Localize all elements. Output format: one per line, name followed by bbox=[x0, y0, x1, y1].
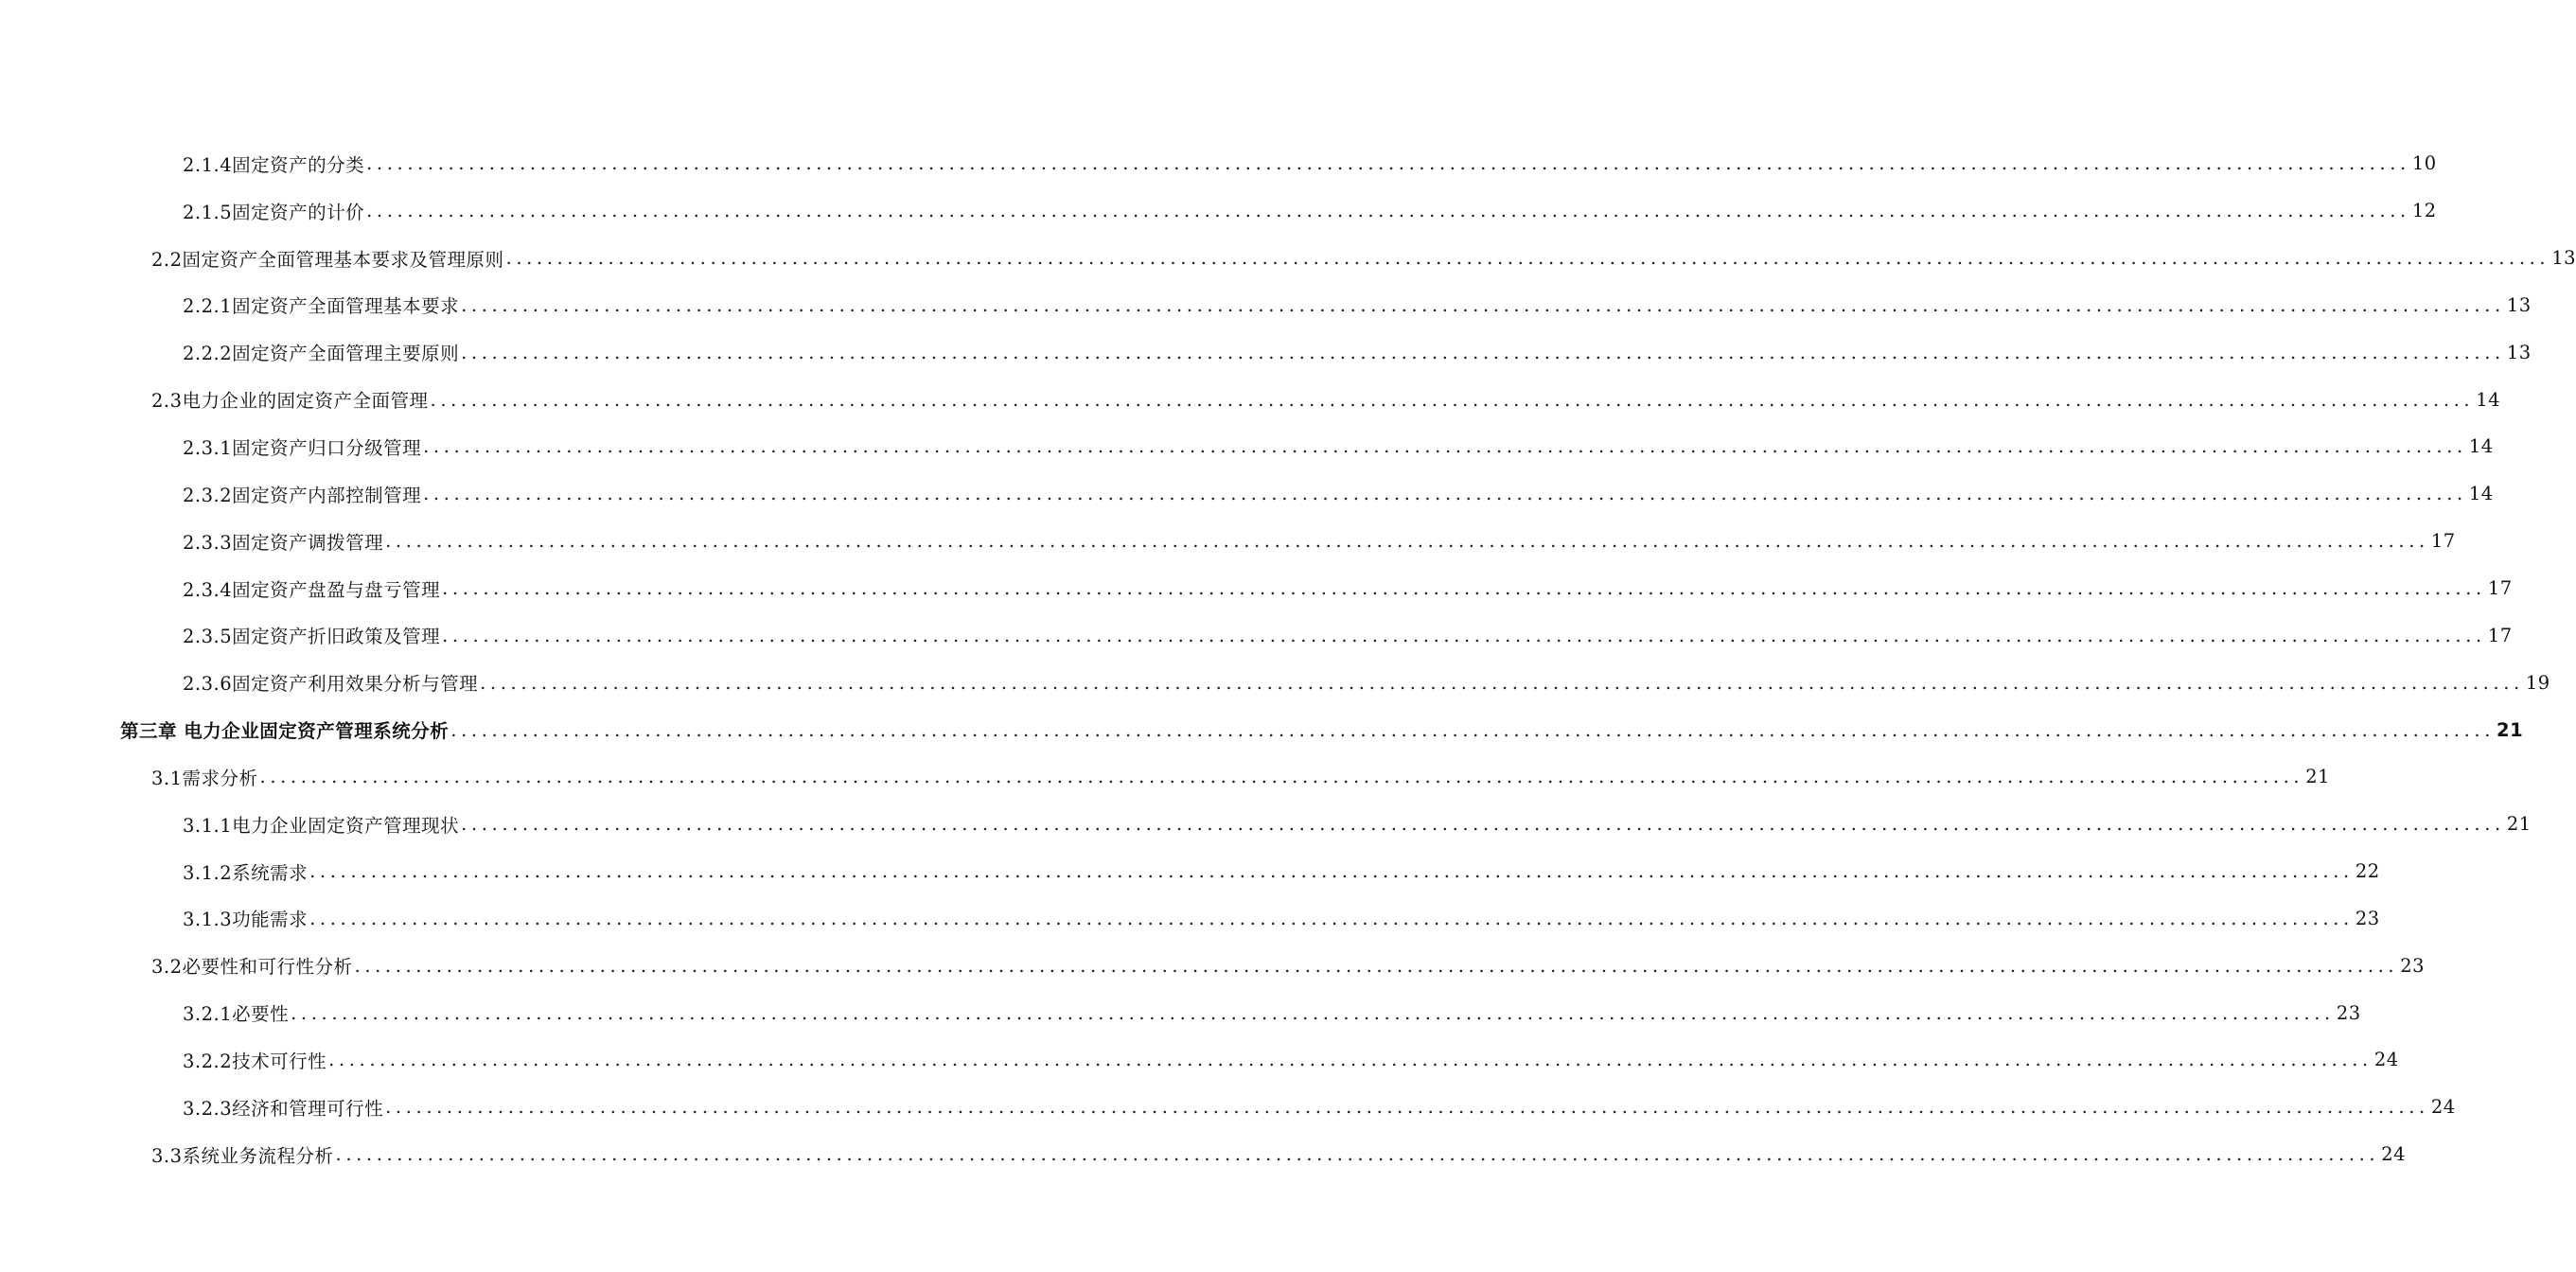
toc-entry-page: 23 bbox=[2355, 907, 2380, 929]
toc-entry-page: 17 bbox=[2430, 530, 2456, 553]
dot-leader: ........................................................................................................................................................................................................ bbox=[366, 152, 2410, 175]
toc-entry[interactable] bbox=[0, 518, 2456, 565]
toc-entry-label: 2.2.2固定资产全面管理主要原则 bbox=[183, 343, 460, 365]
toc-entry[interactable] bbox=[0, 942, 2426, 989]
toc-entry-page: 13 bbox=[2506, 341, 2532, 363]
toc-entry-label: 2.1.4固定资产的分类 bbox=[183, 153, 365, 176]
toc-entry[interactable] bbox=[0, 611, 2513, 659]
toc-entry-label: 2.3.2固定资产内部控制管理 bbox=[183, 484, 422, 506]
toc-entry-page: 14 bbox=[2476, 388, 2501, 411]
toc-entry[interactable] bbox=[0, 423, 2494, 470]
toc-entry[interactable] bbox=[0, 848, 2380, 895]
toc-entry-page: 17 bbox=[2487, 624, 2513, 646]
toc-entry-page: 23 bbox=[2400, 954, 2426, 977]
table-of-contents bbox=[0, 140, 2576, 1178]
toc-entry[interactable] bbox=[0, 187, 2437, 235]
toc-entry-label: 2.1.5固定资产的计价 bbox=[183, 201, 365, 223]
dot-leader: ........................................................................................................................................................................................................ bbox=[385, 1096, 2429, 1119]
toc-entry-page: 24 bbox=[2373, 1049, 2399, 1071]
toc-entry[interactable] bbox=[0, 895, 2380, 943]
dot-leader: ........................................................................................................................................................................................................ bbox=[450, 718, 2495, 741]
toc-entry-label: 2.3.1固定资产归口分级管理 bbox=[183, 436, 422, 459]
toc-entry-label: 3.3系统业务流程分析 bbox=[151, 1144, 334, 1167]
dot-leader: ........................................................................................................................................................................................................ bbox=[366, 200, 2410, 222]
toc-entry[interactable] bbox=[0, 565, 2513, 612]
toc-entry[interactable] bbox=[0, 470, 2494, 518]
dot-leader: ........................................................................................................................................................................................................ bbox=[423, 483, 2467, 505]
toc-entry-label: 第三章 电力企业固定资产管理系统分析 bbox=[120, 720, 450, 743]
toc-entry-page: 24 bbox=[2430, 1096, 2456, 1119]
toc-entry-page: 14 bbox=[2468, 483, 2494, 505]
toc-entry-label: 2.3.5固定资产折旧政策及管理 bbox=[183, 626, 441, 648]
toc-entry-label: 3.2.2技术可行性 bbox=[183, 1050, 327, 1072]
dot-leader: ........................................................................................................................................................................................................ bbox=[430, 388, 2475, 411]
toc-entry[interactable] bbox=[0, 989, 2361, 1036]
toc-entry[interactable] bbox=[0, 801, 2532, 848]
toc-entry-label: 3.2必要性和可行性分析 bbox=[151, 956, 353, 979]
dot-leader: ........................................................................................................................................................................................................ bbox=[423, 435, 2467, 458]
dot-leader: ........................................................................................................................................................................................................ bbox=[461, 813, 2505, 836]
dot-leader: ........................................................................................................................................................................................................ bbox=[505, 247, 2550, 270]
toc-entry-page: 21 bbox=[2497, 718, 2524, 741]
dot-leader: ........................................................................................................................................................................................................ bbox=[442, 577, 2486, 600]
toc-entry-label: 3.1.1电力企业固定资产管理现状 bbox=[183, 814, 460, 837]
toc-entry[interactable] bbox=[0, 376, 2501, 423]
toc-entry-page: 14 bbox=[2468, 435, 2494, 458]
dot-leader: ........................................................................................................................................................................................................ bbox=[461, 293, 2505, 316]
dot-leader: ........................................................................................................................................................................................................ bbox=[442, 624, 2486, 646]
toc-entry-label: 3.1需求分析 bbox=[151, 767, 258, 789]
dot-leader: ........................................................................................................................................................................................................ bbox=[354, 954, 2399, 977]
toc-entry-label: 2.3.6固定资产利用效果分析与管理 bbox=[183, 673, 479, 696]
toc-entry[interactable] bbox=[0, 235, 2576, 282]
toc-entry-label: 2.3.4固定资产盘盈与盘亏管理 bbox=[183, 578, 441, 601]
dot-leader: ........................................................................................................................................................................................................ bbox=[461, 341, 2505, 363]
toc-entry-page: 17 bbox=[2487, 577, 2513, 600]
toc-entry[interactable] bbox=[0, 1084, 2456, 1131]
toc-entry-label: 2.2.1固定资产全面管理基本要求 bbox=[183, 295, 460, 318]
dot-leader: ........................................................................................................................................................................................................ bbox=[328, 1049, 2373, 1071]
toc-chapter-entry[interactable] bbox=[0, 706, 2524, 753]
toc-entry-page: 24 bbox=[2381, 1143, 2407, 1166]
toc-entry[interactable] bbox=[0, 753, 2331, 801]
toc-entry-label: 3.1.2系统需求 bbox=[183, 861, 309, 884]
toc-entry-page: 13 bbox=[2506, 293, 2532, 316]
dot-leader: ........................................................................................................................................................................................................ bbox=[480, 671, 2524, 694]
dot-leader: ........................................................................................................................................................................................................ bbox=[385, 530, 2429, 553]
toc-entry-label: 2.2固定资产全面管理基本要求及管理原则 bbox=[151, 248, 504, 271]
dot-leader: ........................................................................................................................................................................................................ bbox=[309, 860, 2354, 883]
toc-entry[interactable] bbox=[0, 659, 2550, 706]
toc-entry-page: 10 bbox=[2411, 152, 2437, 175]
toc-entry[interactable] bbox=[0, 1131, 2407, 1178]
toc-entry-page: 21 bbox=[2506, 813, 2532, 836]
toc-entry-page: 22 bbox=[2355, 860, 2380, 883]
toc-entry[interactable] bbox=[0, 282, 2532, 329]
toc-entry[interactable] bbox=[0, 1036, 2399, 1084]
toc-entry-page: 13 bbox=[2551, 247, 2576, 270]
toc-entry-label: 3.1.3功能需求 bbox=[183, 909, 309, 931]
toc-entry-page: 21 bbox=[2305, 766, 2331, 788]
toc-entry[interactable] bbox=[0, 140, 2437, 187]
toc-entry-label: 2.3电力企业的固定资产全面管理 bbox=[151, 390, 429, 413]
toc-entry-page: 23 bbox=[2336, 1001, 2361, 1024]
toc-entry-label: 3.2.1必要性 bbox=[183, 1003, 290, 1026]
toc-entry-label: 2.3.3固定资产调拨管理 bbox=[183, 531, 384, 554]
toc-entry-label: 3.2.3经济和管理可行性 bbox=[183, 1097, 384, 1120]
dot-leader: ........................................................................................................................................................................................................ bbox=[335, 1143, 2380, 1166]
toc-entry-page: 19 bbox=[2525, 671, 2550, 694]
dot-leader: ........................................................................................................................................................................................................ bbox=[259, 766, 2304, 788]
toc-entry-page: 12 bbox=[2411, 200, 2437, 222]
toc-entry[interactable] bbox=[0, 328, 2532, 376]
dot-leader: ........................................................................................................................................................................................................ bbox=[291, 1001, 2335, 1024]
dot-leader: ........................................................................................................................................................................................................ bbox=[309, 907, 2354, 929]
